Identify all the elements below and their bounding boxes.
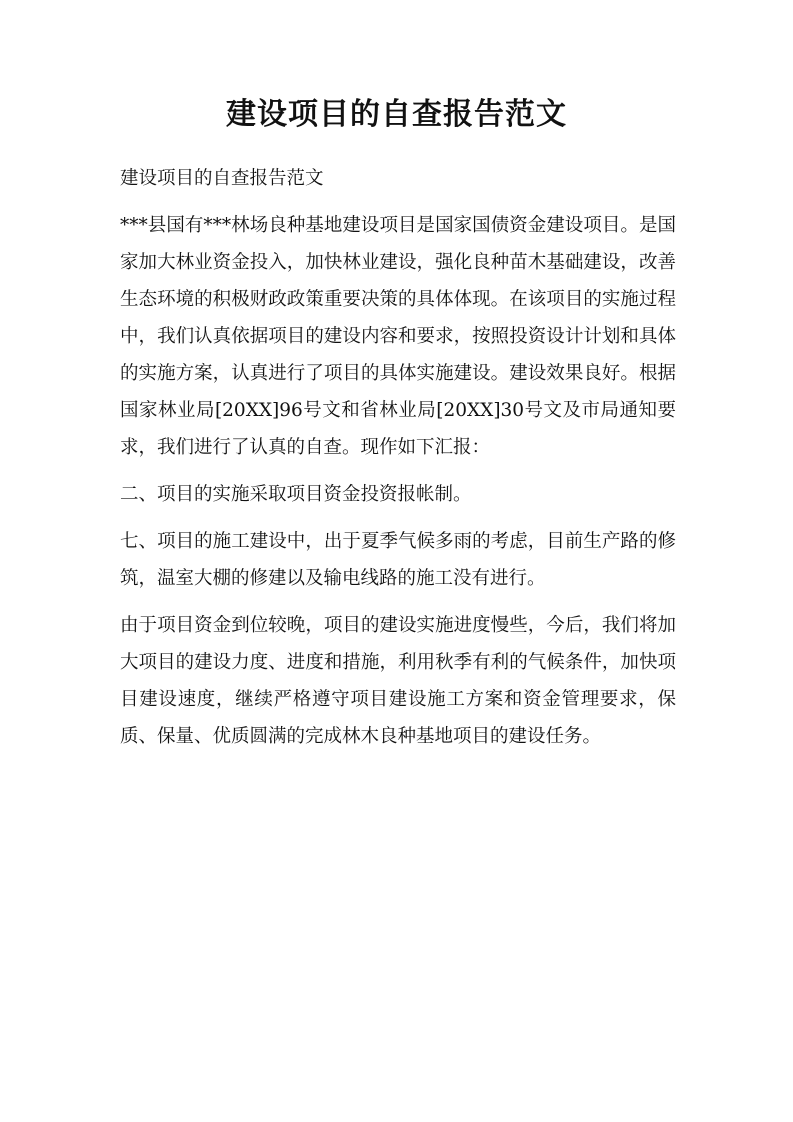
section-two-paragraph: 二、项目的实施采取项目资金投资报帐制。	[120, 484, 472, 505]
intro-paragraph: ***县国有***林场良种基地建设项目是国家国债资金建设项目。是国家加大林业资金投入，加快林业建设，强化良种苗木基础建设，改善生态环境的积极财政政策重要决策的具体体现。在该项目的实施过程中，我们认真依据项目的建设内容和要求，按照投资设计计划和具体的实施方案，认真进行了项目的具体实施建设。建设效果良好。根据国家林业局[20XX]96号文和省林业局[20XX]30号文及市局通知要求，我们进行了认真的自查。现作如下汇报：	[120, 215, 676, 458]
subtitle-paragraph: 建设项目的自查报告范文	[120, 168, 324, 189]
conclusion-paragraph: 由于项目资金到位较晚，项目的建设实施进度慢些，今后，我们将加大项目的建设力度、进度和措施，利用秋季有利的气候条件，加快项目建设速度，继续严格遵守项目建设施工方案和资金管理要求，保质、保量、优质圆满的完成林木良种基地项目的建设任务。	[120, 615, 676, 747]
document-body	[120, 160, 676, 765]
section-seven-paragraph: 七、项目的施工建设中，出于夏季气候多雨的考虑，目前生产路的修筑，温室大棚的修建以及输电线路的施工没有进行。	[120, 531, 676, 589]
document-title: 建设项目的自查报告范文	[226, 97, 567, 132]
